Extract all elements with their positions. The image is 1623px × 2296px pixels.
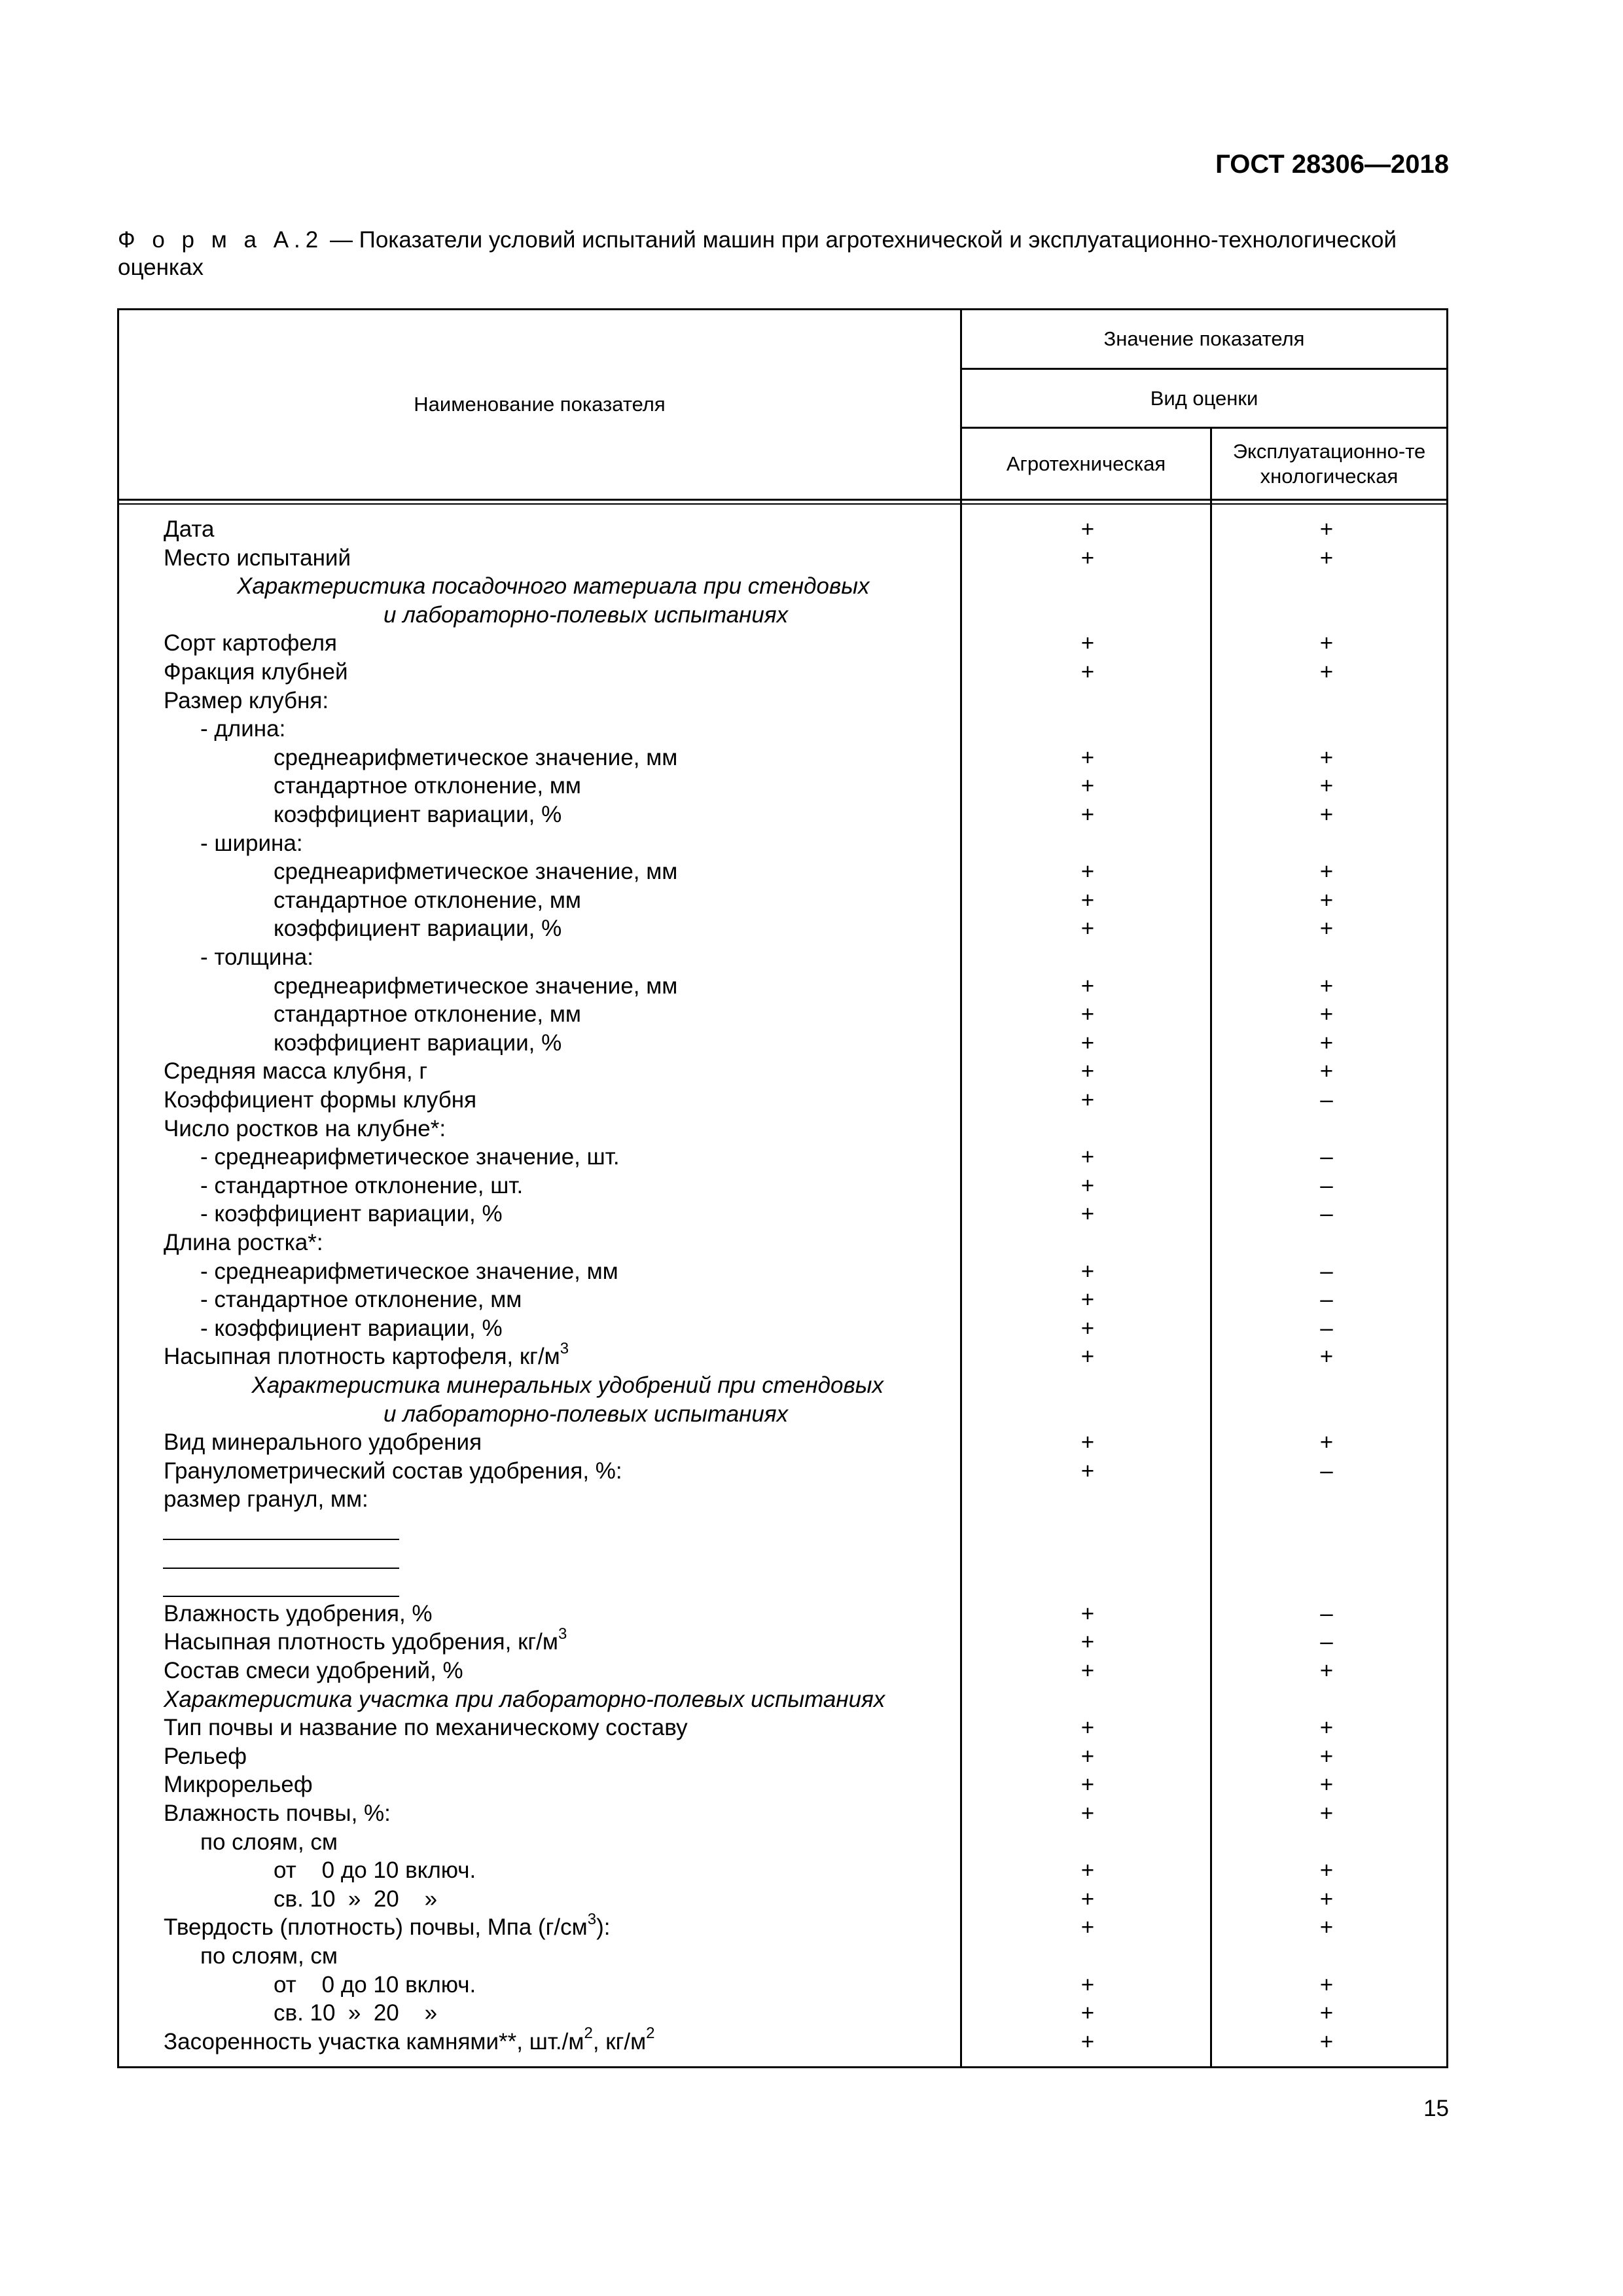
table-row: [0, 515, 1623, 544]
table-row: [0, 744, 1623, 772]
table-row: [0, 1143, 1623, 1172]
table-row: [0, 1657, 1623, 1685]
table-row: [0, 1514, 1623, 1543]
row-name: Характеристика минеральных удобрений при стендовых: [251, 1372, 884, 1398]
row-name: стандартное отклонение, мм: [274, 1001, 581, 1028]
document-code: ГОСТ 28306—2018: [1215, 150, 1449, 179]
row-name: - коэффициент вариации, %: [200, 1201, 503, 1227]
table-row: [0, 1742, 1623, 1771]
table-row: [0, 1799, 1623, 1828]
header-bottom-line: [117, 499, 1448, 501]
expl-mark: +: [1319, 1001, 1334, 1028]
header-expl: Эксплуатационно-технологическая: [1232, 439, 1426, 488]
table-row: [0, 687, 1623, 715]
table-row: [0, 1172, 1623, 1200]
row-name: св. 10 » 20 »: [274, 1886, 438, 1912]
row-name: Дата: [164, 516, 215, 542]
expl-mark: +: [1319, 1715, 1334, 1741]
table-row: [0, 1457, 1623, 1486]
row-name: и лабораторно-полевых испытаниях: [383, 1401, 789, 1427]
row-name: и лабораторно-полевых испытаниях: [383, 601, 789, 628]
table-row: [0, 1057, 1623, 1086]
agro-mark: +: [1080, 1658, 1095, 1683]
agro-mark: +: [1080, 1629, 1095, 1655]
table-row: [0, 544, 1623, 573]
table-row: [0, 800, 1623, 829]
agro-mark: +: [1080, 744, 1095, 770]
agro-mark: +: [1080, 1344, 1095, 1370]
row-name: - коэффициент вариации, %: [200, 1315, 503, 1341]
table-row: [0, 772, 1623, 800]
table-row: [0, 1971, 1623, 2000]
row-name: - стандартное отклонение, шт.: [200, 1172, 524, 1198]
row-name: - ширина:: [200, 830, 303, 856]
agro-mark: +: [1080, 1857, 1095, 1884]
table-row: [0, 1828, 1623, 1857]
table-row: [0, 715, 1623, 744]
agro-mark: +: [1080, 802, 1095, 827]
agro-mark: +: [1080, 859, 1095, 885]
row-name: Твердость (плотность) почвы, Мпа $(г/см^3)$:: [164, 1910, 611, 1941]
row-name: среднеарифметическое значение, мм: [274, 973, 678, 999]
table-row: [0, 972, 1623, 1001]
row-name: коэффициент вариации, %: [274, 802, 562, 827]
table-row: [0, 658, 1623, 687]
expl-mark: +: [1319, 1886, 1334, 1912]
expl-mark: +: [1319, 1743, 1334, 1769]
agro-mark: +: [1080, 516, 1095, 542]
row-name: среднеарифметическое значение, мм: [274, 744, 678, 770]
header-value: Значение показателя: [1103, 327, 1305, 350]
row-name: Длина ростка*:: [164, 1230, 323, 1255]
row-name: Засоренность участка камнями**, $шт./м^2$, $кг/м^2$: [164, 2024, 655, 2054]
agro-mark: +: [1080, 1315, 1095, 1341]
table-row: [0, 1999, 1623, 2028]
agro-mark: +: [1080, 1087, 1095, 1113]
table-row: [0, 1314, 1623, 1343]
expl-mark: +: [1319, 2028, 1334, 2054]
agro-mark: +: [1080, 1886, 1095, 1912]
agro-mark: +: [1080, 1772, 1095, 1798]
table-row: [0, 1339, 1623, 1371]
row-name: от 0 до 10 включ.: [274, 1971, 476, 1998]
row-name: Сорт картофеля: [164, 630, 338, 656]
row-name: от 0 до 10 включ.: [274, 1857, 476, 1884]
expl-mark: +: [1319, 1058, 1334, 1085]
row-name: Влажность почвы, %:: [164, 1801, 391, 1826]
table-row: [0, 1000, 1623, 1029]
agro-mark: +: [1080, 973, 1095, 999]
expl-mark: +: [1319, 802, 1334, 827]
agro-mark: +: [1080, 1429, 1095, 1456]
expl-mark: +: [1319, 2000, 1334, 2026]
row-name: Насыпная плотность удобрения, $кг/м^3$: [164, 1624, 567, 1655]
table-row: [0, 914, 1623, 943]
table-row: [0, 1371, 1623, 1400]
header-assessment: Вид оценки: [1150, 386, 1258, 410]
expl-mark: +: [1319, 1429, 1334, 1456]
table-row: [0, 1485, 1623, 1514]
form-label: Ф о р м а А.2: [118, 227, 324, 253]
expl-mark: +: [1319, 973, 1334, 999]
table-row: [0, 1713, 1623, 1742]
expl-mark: +: [1319, 887, 1334, 913]
expl-mark: +: [1319, 1801, 1334, 1826]
table-row: [0, 829, 1623, 858]
row-name: Вид минерального удобрения: [164, 1429, 482, 1456]
expl-mark: –: [1320, 1600, 1333, 1626]
expl-mark: –: [1320, 1258, 1333, 1284]
row-name: Число ростков на клубне*:: [164, 1115, 446, 1141]
table-row: [0, 1200, 1623, 1229]
expl-mark: +: [1319, 1772, 1334, 1798]
row-name: - длина:: [200, 716, 286, 742]
expl-mark: +: [1319, 1030, 1334, 1056]
expl-mark: +: [1319, 659, 1334, 685]
row-name: по слоям, см: [200, 1829, 338, 1855]
agro-mark: +: [1080, 1201, 1095, 1227]
row-name: Тип почвы и название по механическому составу: [164, 1715, 688, 1741]
agro-mark: +: [1080, 916, 1095, 942]
agro-mark: +: [1080, 2028, 1095, 2054]
expl-mark: +: [1319, 773, 1334, 799]
header-bottom-line-2: [117, 503, 1448, 505]
expl-mark: –: [1320, 1287, 1333, 1313]
agro-mark: +: [1080, 1914, 1095, 1941]
table-row: [0, 1257, 1623, 1286]
table-row: [0, 1571, 1623, 1600]
row-name: Место испытаний: [164, 545, 351, 571]
table-row: [0, 943, 1623, 972]
expl-mark: +: [1319, 1658, 1334, 1683]
expl-mark: –: [1320, 1087, 1333, 1113]
table-row: [0, 1942, 1623, 1971]
row-name: Коэффициент формы клубня: [164, 1087, 477, 1113]
row-name: св. 10 » 20 »: [274, 2000, 438, 2026]
agro-mark: +: [1080, 630, 1095, 656]
table-row: [0, 1115, 1623, 1143]
form-title: [118, 226, 1449, 281]
blank-fill-line: [163, 1596, 399, 1597]
agro-mark: +: [1080, 1058, 1095, 1085]
agro-mark: +: [1080, 1600, 1095, 1626]
table-row: [0, 1685, 1623, 1714]
row-name: Средняя масса клубня, г: [164, 1058, 428, 1085]
table-row: [0, 857, 1623, 886]
expl-mark: –: [1320, 1458, 1333, 1484]
agro-mark: +: [1080, 1001, 1095, 1028]
expl-mark: –: [1320, 1201, 1333, 1227]
table-row: [0, 572, 1623, 601]
table-row: [0, 1856, 1623, 1885]
row-name: Микрорельеф: [164, 1772, 313, 1798]
agro-mark: +: [1080, 887, 1095, 913]
agro-mark: +: [1080, 1144, 1095, 1170]
expl-mark: +: [1319, 630, 1334, 656]
row-name: Фракция клубней: [164, 659, 348, 685]
row-name: - среднеарифметическое значение, шт.: [200, 1144, 620, 1170]
expl-mark: +: [1319, 859, 1334, 885]
agro-mark: +: [1080, 659, 1095, 685]
expl-mark: +: [1319, 1857, 1334, 1884]
expl-mark: –: [1320, 1629, 1333, 1655]
blank-fill-line: [163, 1568, 399, 1569]
expl-mark: –: [1320, 1172, 1333, 1198]
table-row: [0, 1770, 1623, 1799]
agro-mark: +: [1080, 773, 1095, 799]
table-row: [0, 1885, 1623, 1914]
row-name: Состав смеси удобрений, %: [164, 1658, 463, 1683]
row-name: коэффициент вариации, %: [274, 1030, 562, 1056]
expl-mark: +: [1319, 516, 1334, 542]
row-name: Характеристика участка при лабораторно-полевых испытаниях: [164, 1686, 885, 1712]
agro-mark: +: [1080, 545, 1095, 571]
table-row: [0, 1086, 1623, 1115]
table-row: [0, 1229, 1623, 1257]
row-name: Влажность удобрения, %: [164, 1600, 433, 1626]
expl-mark: +: [1319, 1971, 1334, 1998]
header-agro: Агротехническая: [1006, 452, 1166, 475]
row-name: Гранулометрический состав удобрения, %:: [164, 1458, 622, 1484]
agro-mark: +: [1080, 1172, 1095, 1198]
table-row: [0, 601, 1623, 630]
agro-mark: +: [1080, 1971, 1095, 1998]
table-row: [0, 1543, 1623, 1571]
table-row: [0, 1428, 1623, 1457]
form-caption: — Показатели условий испытаний машин при агротехнической и эксплуатационно-технологической оценках: [118, 227, 1397, 280]
table-row: [0, 1624, 1623, 1657]
table-row: [0, 629, 1623, 658]
row-name: Характеристика посадочного материала при стендовых: [237, 573, 870, 600]
row-name: Насыпная плотность картофеля, $кг/м^3$: [164, 1339, 569, 1370]
table-row: [0, 886, 1623, 915]
blank-fill-line: [163, 1539, 399, 1540]
expl-mark: +: [1319, 1344, 1334, 1370]
table-row: [0, 1600, 1623, 1628]
row-name: - стандартное отклонение, мм: [200, 1287, 522, 1313]
agro-mark: +: [1080, 1743, 1095, 1769]
agro-mark: +: [1080, 1287, 1095, 1313]
row-name: стандартное отклонение, мм: [274, 887, 581, 913]
row-name: Размер клубня:: [164, 687, 329, 713]
row-name: Рельеф: [164, 1743, 247, 1769]
agro-mark: +: [1080, 1458, 1095, 1484]
agro-mark: +: [1080, 1030, 1095, 1056]
expl-mark: +: [1319, 744, 1334, 770]
row-name: - толщина:: [200, 944, 314, 970]
row-name: коэффициент вариации, %: [274, 916, 562, 942]
expl-mark: –: [1320, 1144, 1333, 1170]
table-row: [0, 2024, 1623, 2056]
table-row: [0, 1285, 1623, 1314]
expl-mark: –: [1320, 1315, 1333, 1341]
agro-mark: +: [1080, 1801, 1095, 1826]
expl-mark: +: [1319, 1914, 1334, 1941]
row-name: стандартное отклонение, мм: [274, 773, 581, 799]
row-name: среднеарифметическое значение, мм: [274, 859, 678, 885]
expl-mark: +: [1319, 545, 1334, 571]
table-row: [0, 1910, 1623, 1942]
row-name: - среднеарифметическое значение, мм: [200, 1258, 618, 1284]
expl-mark: +: [1319, 916, 1334, 942]
table-row: [0, 1029, 1623, 1058]
page-number: 15: [1423, 2096, 1449, 2121]
agro-mark: +: [1080, 1715, 1095, 1741]
agro-mark: +: [1080, 1258, 1095, 1284]
table-row: [0, 1400, 1623, 1429]
header-name: Наименование показателя: [414, 393, 666, 416]
row-name: размер гранул, мм:: [164, 1486, 368, 1513]
row-name: по слоям, см: [200, 1943, 338, 1969]
agro-mark: +: [1080, 2000, 1095, 2026]
